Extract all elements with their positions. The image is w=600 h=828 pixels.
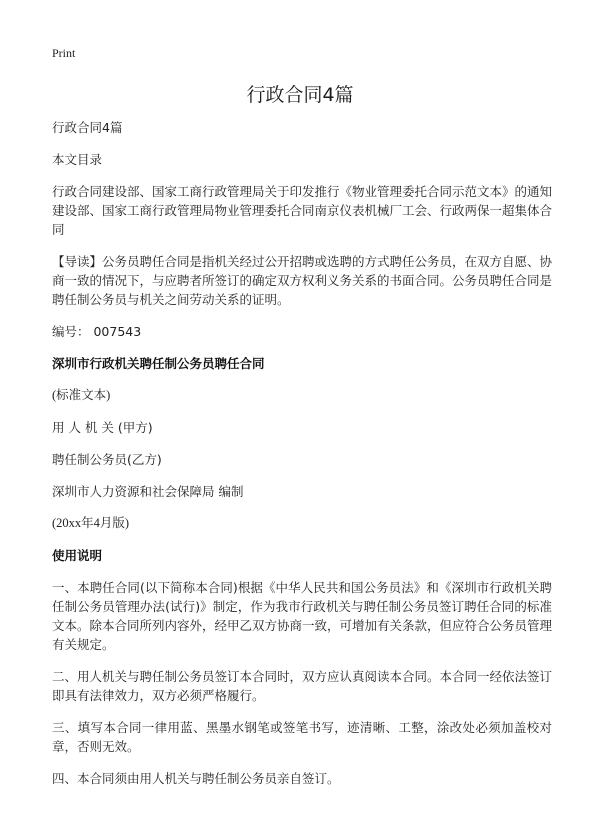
document-body: [52, 118, 552, 801]
usage-heading: 使用说明: [52, 548, 103, 563]
usage-item: 一、本聘任合同(以下简称本合同)根据《中华人民共和国公务员法》和《深圳市行政机关聘任制公务员管理办法(试行)》制定，作为我市行政机关与聘任制公务员签订聘任合同的标准文本。除本合同所列内容外，经甲乙双方协商一致，可增加有关条款，但应符合公务员管理有关规定。: [52, 580, 553, 652]
toc-text: 行政合同建设部、国家工商行政管理局关于印发推行《物业管理委托合同示范文本》的通知建设部、国家工商行政管理局物业管理委托合同南京仪表机械厂工会、行政两保一超集体合同: [52, 184, 553, 237]
compiler-label: 深圳市人力资源和社会保障局 编制: [52, 484, 244, 499]
intro-paragraph: 【导读】公务员聘任合同是指机关经过公开招聘或选聘的方式聘任公务员，在双方自愿、协商一致的情况下，与应聘者所签订的确定双方权利义务关系的书面合同。公务员聘任合同是聘任制公务员与机关之间劳动关系的证明。: [52, 254, 553, 307]
contract-title: 深圳市行政机关聘任制公务员聘任合同: [52, 356, 265, 371]
toc-heading: 本文目录: [52, 152, 103, 167]
print-link[interactable]: Print: [52, 46, 76, 60]
page-title: 行政合同4篇: [246, 84, 354, 106]
edition-label: (20xx年4月版): [52, 516, 130, 530]
party-b-label: 聘任制公务员(乙方): [52, 452, 162, 467]
usage-item: 四、本合同须由用人机关与聘任制公务员亲自签订。: [52, 771, 340, 786]
party-a-label: 用 人 机 关 (甲方): [52, 420, 153, 435]
usage-item: 二、用人机关与聘任制公务员签订本合同时，双方应认真阅读本合同。本合同一经依法签订即具有法律效力，双方必须严格履行。: [52, 669, 553, 703]
serial-number: 编号： 007543: [52, 324, 142, 339]
usage-item: 三、填写本合同一律用蓝、黑墨水钢笔或签笔书写，迹清晰、工整，涂改处必须加盖校对章，否则无效。: [52, 720, 552, 754]
document-subtitle: 行政合同4篇: [52, 120, 123, 135]
standard-text-label: (标准文本): [52, 388, 111, 402]
